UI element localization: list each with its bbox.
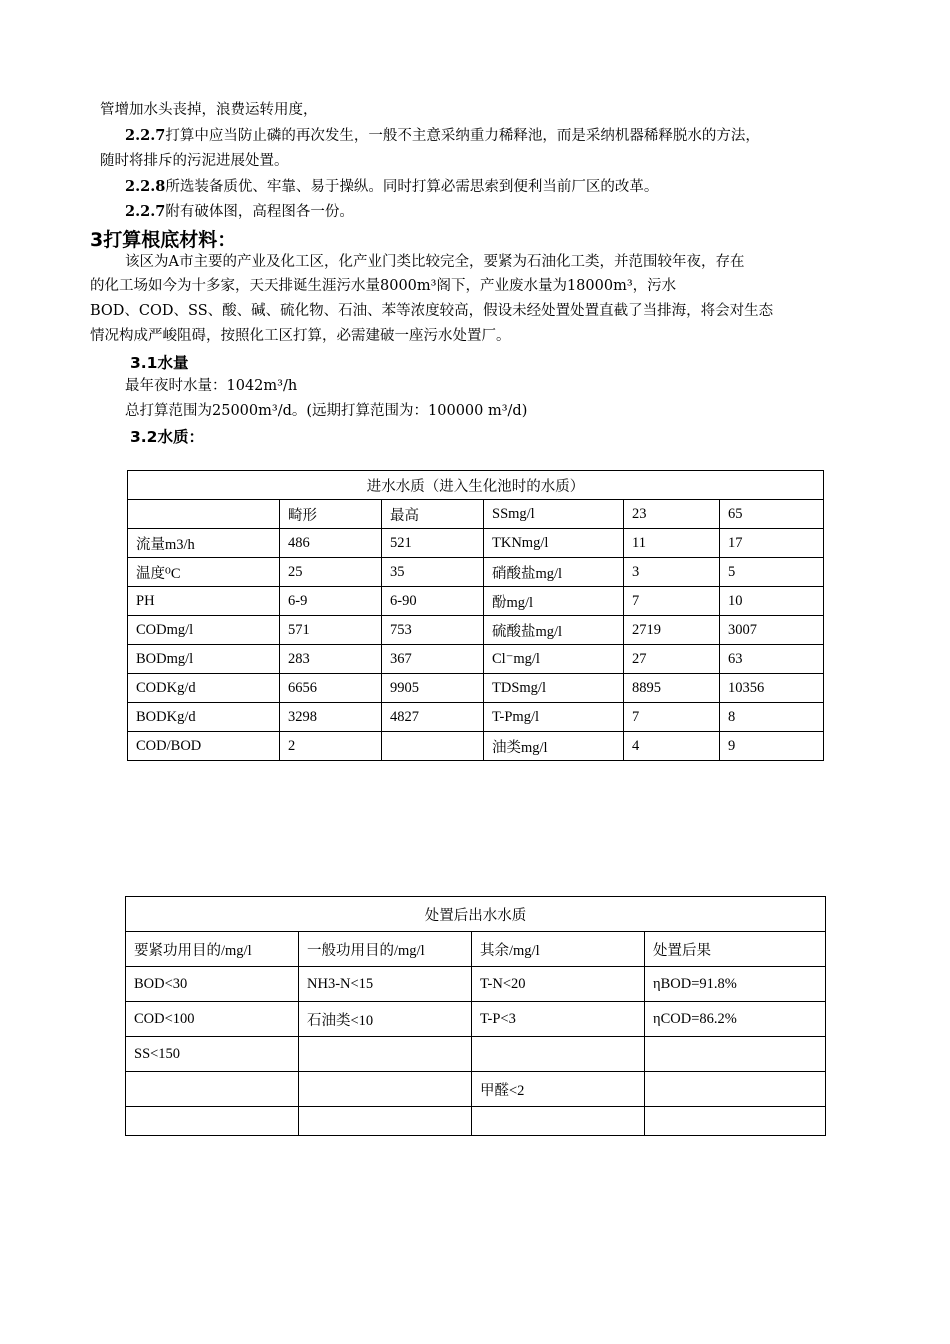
table-cell: COD<100 <box>126 1002 299 1037</box>
table-row <box>126 967 826 1002</box>
table-cell: 9905 <box>382 674 484 703</box>
table-cell: 6-90 <box>382 587 484 616</box>
table-cell <box>645 1072 826 1107</box>
paragraph-continuation: 管增加水头丧掉，浪费运转用度， <box>100 102 318 118</box>
table-cell: 10356 <box>720 674 824 703</box>
table-cell: COD/BOD <box>128 732 280 761</box>
table-cell: 9 <box>720 732 824 761</box>
item-2-2-7-continued: 随时将排斥的污泥进展处置。 <box>100 153 289 169</box>
table-cell: 2 <box>280 732 382 761</box>
item-text: 附有破体图，高程图各一份。 <box>165 204 354 220</box>
section-3-2-heading: 3.2水质： <box>130 428 204 446</box>
table-cell: 2719 <box>624 616 720 645</box>
table-cell: 8895 <box>624 674 720 703</box>
table-cell: SSmg/l <box>484 500 624 529</box>
table-row <box>128 645 824 674</box>
table-cell: 硫酸盐mg/l <box>484 616 624 645</box>
column-header: 其余/mg/l <box>472 932 645 967</box>
water-volume-max: 最年夜时水量：1042m³/h <box>125 378 298 394</box>
table-cell: 酚mg/l <box>484 587 624 616</box>
table-row <box>126 1072 826 1107</box>
table-cell: CODmg/l <box>128 616 280 645</box>
table-cell: 25 <box>280 558 382 587</box>
section-3-heading: 3打算根底材料： <box>90 229 237 251</box>
table-title-row <box>126 897 826 932</box>
table-cell: 畸形 <box>280 500 382 529</box>
table-title-row <box>128 471 824 500</box>
table-cell: TKNmg/l <box>484 529 624 558</box>
table-cell: 最高 <box>382 500 484 529</box>
table-cell: ηBOD=91.8% <box>645 967 826 1002</box>
table-cell: 486 <box>280 529 382 558</box>
table-cell: T-P<3 <box>472 1002 645 1037</box>
table-row <box>128 616 824 645</box>
table-cell: 石油类<10 <box>299 1002 472 1037</box>
table-row <box>128 674 824 703</box>
table-cell: 3298 <box>280 703 382 732</box>
table-cell: 4827 <box>382 703 484 732</box>
table-cell: 流量m3/h <box>128 529 280 558</box>
table-row <box>128 558 824 587</box>
table-cell: 7 <box>624 703 720 732</box>
table-cell: 3007 <box>720 616 824 645</box>
table-cell: T-N<20 <box>472 967 645 1002</box>
table-cell: 8 <box>720 703 824 732</box>
table-cell: BOD<30 <box>126 967 299 1002</box>
item-2-2-7-b <box>125 202 354 222</box>
table-cell: 11 <box>624 529 720 558</box>
table-row <box>126 1037 826 1072</box>
section-3-1-heading: 3.1水量 <box>130 354 189 372</box>
table-cell: SS<150 <box>126 1037 299 1072</box>
table-cell: 7 <box>624 587 720 616</box>
table-row <box>126 1002 826 1037</box>
table-cell: 17 <box>720 529 824 558</box>
table-cell: 35 <box>382 558 484 587</box>
table-cell <box>472 1037 645 1072</box>
table-cell: 65 <box>720 500 824 529</box>
table-cell: 3 <box>624 558 720 587</box>
table-cell <box>382 732 484 761</box>
body-line-1: 该区为A市主要的产业及化工区，化产业门类比较完全，要紧为石油化工类，并范围较年夜，存在 <box>125 254 745 270</box>
table-cell: T-Pmg/l <box>484 703 624 732</box>
table-row <box>128 529 824 558</box>
table-cell <box>299 1107 472 1136</box>
table-cell: 6656 <box>280 674 382 703</box>
table-cell: 10 <box>720 587 824 616</box>
table-cell <box>126 1072 299 1107</box>
table-cell <box>645 1107 826 1136</box>
item-2-2-8 <box>125 177 658 197</box>
table-cell: 27 <box>624 645 720 674</box>
item-number: 2.2.8 <box>125 178 166 195</box>
table-cell: 753 <box>382 616 484 645</box>
table-cell <box>299 1037 472 1072</box>
table-cell: 5 <box>720 558 824 587</box>
table-cell: 63 <box>720 645 824 674</box>
table-cell: TDSmg/l <box>484 674 624 703</box>
item-text: 所选装备质优、牢靠、易于操纵。同时打算必需思索到便利当前厂区的改革。 <box>165 179 659 195</box>
table-cell: NH3-N<15 <box>299 967 472 1002</box>
table-cell: 硝酸盐mg/l <box>484 558 624 587</box>
table-cell: Cl⁻mg/l <box>484 645 624 674</box>
table-row <box>128 587 824 616</box>
table-cell <box>472 1107 645 1136</box>
item-number: 2.2.7 <box>125 127 166 144</box>
water-volume-total: 总打算范围为25000m³/d。(远期打算范围为：100000 m³/d) <box>125 403 528 419</box>
table-cell: 23 <box>624 500 720 529</box>
table-cell: 571 <box>280 616 382 645</box>
table-title: 进水水质（进入生化池时的水质） <box>128 471 824 500</box>
table-cell <box>126 1107 299 1136</box>
column-header: 处置后果 <box>645 932 826 967</box>
table-cell <box>128 500 280 529</box>
item-text: 打算中应当防止磷的再次发生，一般不主意采纳重力稀释池，而是采纳机器稀释脱水的方法， <box>165 128 760 144</box>
table-cell: CODKg/d <box>128 674 280 703</box>
table-title: 处置后出水水质 <box>126 897 826 932</box>
table-header-row <box>126 932 826 967</box>
table-cell <box>645 1037 826 1072</box>
table-cell: BODKg/d <box>128 703 280 732</box>
item-2-2-7 <box>125 126 760 146</box>
table-cell: 283 <box>280 645 382 674</box>
table-cell: 6-9 <box>280 587 382 616</box>
table-cell: 温度⁰C <box>128 558 280 587</box>
table-row <box>126 1107 826 1136</box>
body-line-2: 的化工场如今为十多家，天天排诞生涯污水量8000m³阁下，产业废水量为18000m³，污水 <box>90 278 677 294</box>
item-number: 2.2.7 <box>125 203 166 220</box>
body-line-3: BOD、COD、SS、酸、碱、硫化物、石油、苯等浓度较高，假设未经处置处置直截了当排海，将会对生态 <box>90 303 774 319</box>
table-cell: BODmg/l <box>128 645 280 674</box>
table-row <box>128 732 824 761</box>
influent-quality-table <box>127 470 824 761</box>
table-cell: 4 <box>624 732 720 761</box>
table-row <box>128 500 824 529</box>
table-cell: 甲醛<2 <box>472 1072 645 1107</box>
column-header: 要紧功用目的/mg/l <box>126 932 299 967</box>
table-cell: PH <box>128 587 280 616</box>
table-cell: 油类mg/l <box>484 732 624 761</box>
table-cell <box>299 1072 472 1107</box>
column-header: 一般功用目的/mg/l <box>299 932 472 967</box>
table-cell: 367 <box>382 645 484 674</box>
table-cell: 521 <box>382 529 484 558</box>
effluent-quality-table <box>125 896 826 1136</box>
table-row <box>128 703 824 732</box>
table-cell: ηCOD=86.2% <box>645 1002 826 1037</box>
body-line-4: 情况构成严峻阻碍，按照化工区打算，必需建破一座污水处置厂。 <box>90 328 511 344</box>
